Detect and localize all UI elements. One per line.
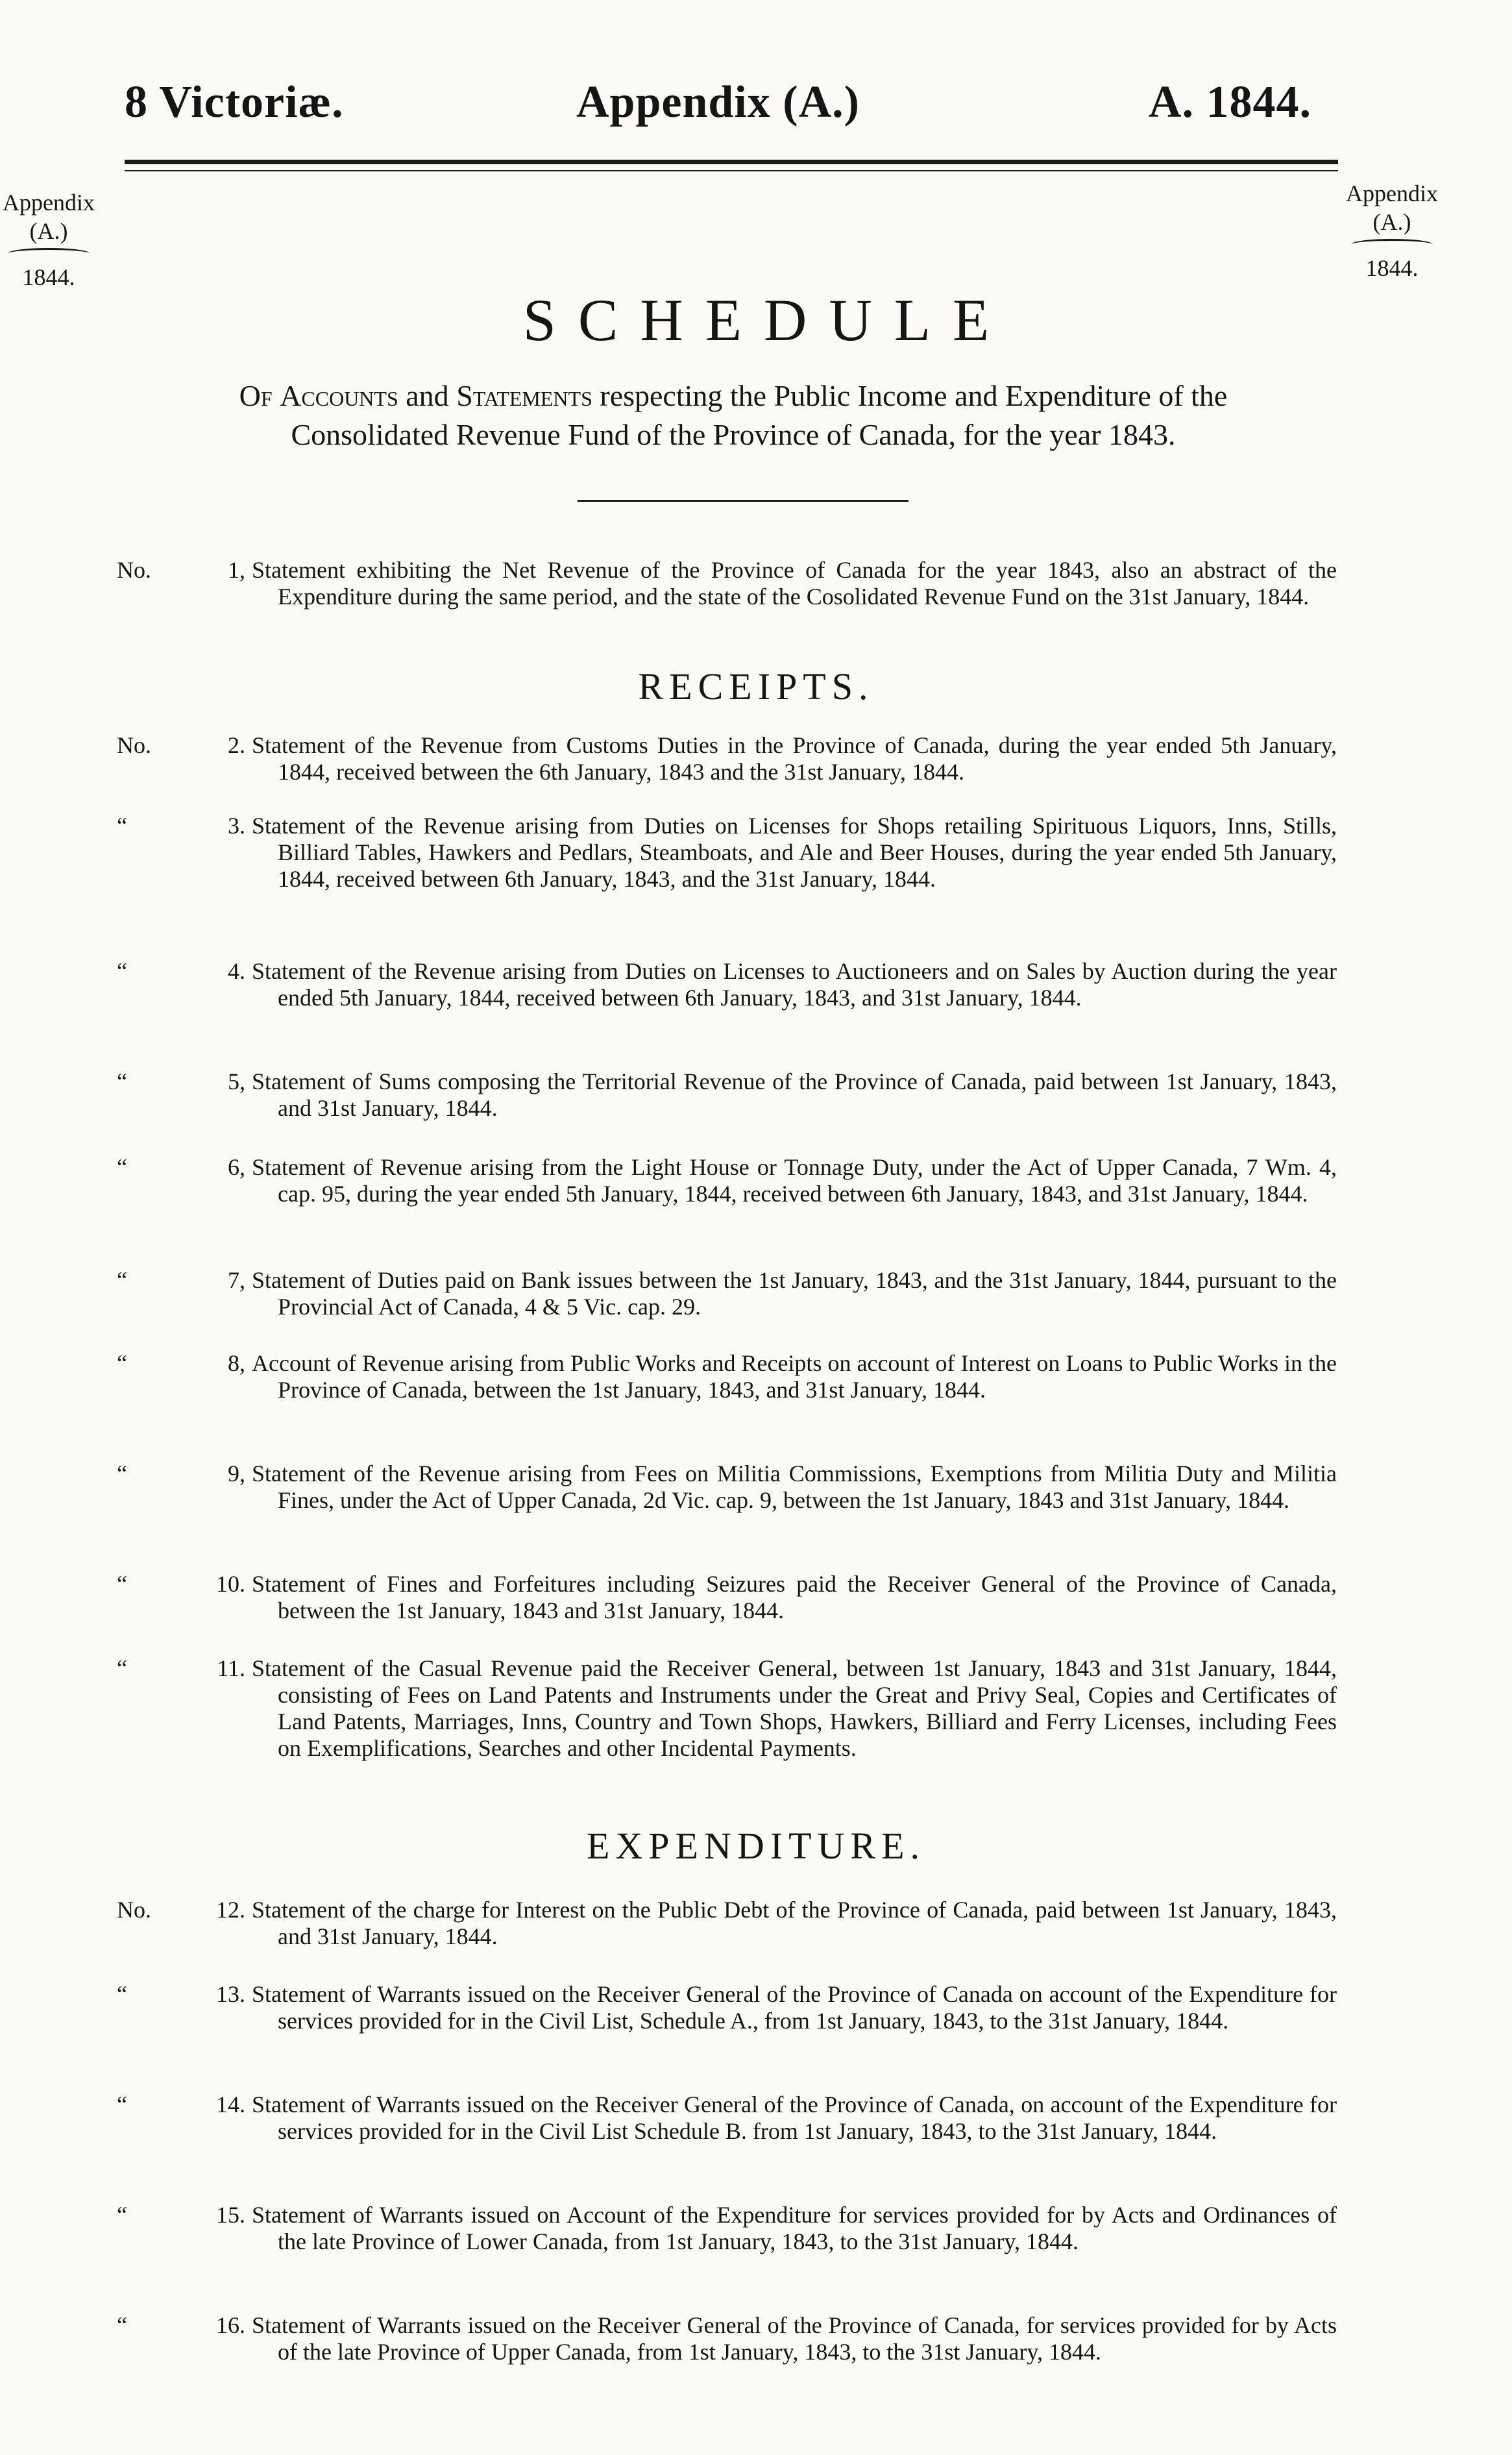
margin-note-left-year: 1844. (22, 264, 75, 290)
entry-text: Statement of the Revenue from Customs Duties in the Province of Canada, during the year ended 5th January, 1844, received between the 6th January, 1843 and the 31st January, 1844. (252, 732, 1337, 785)
title-divider (578, 500, 908, 502)
margin-note-left-line1: Appendix (3, 190, 95, 216)
entry-number: 10. (216, 1571, 245, 1597)
margin-note-left-line2: (A.) (29, 218, 68, 244)
entry-text: Statement of Warrants issued on the Receiver General of the Province of Canada, on account of the Expenditure for services provided for in the Civil List Schedule B. from 1st January, 1843, to the 31st January, 1844. (252, 2091, 1337, 2144)
running-head-center: Appendix (A.) (576, 77, 860, 127)
entry-prefix: “ (117, 2312, 127, 2338)
list-item (97, 1350, 1337, 1403)
entry-number: 11. (217, 1655, 245, 1681)
entry-number: 16. (216, 2312, 245, 2338)
margin-brace-right (1351, 239, 1433, 250)
entry-text: Statement of the Casual Revenue paid the Receiver General, between 1st January, 1843 and 31st January, 1844, consisting of Fees on Land Patents and Instruments under the Great and Privy Seal, Copies and Certificates of Land Patents, Marriages, Inns, Country and Town Shops, Hawkers, Billiard and Ferry Licenses, including Fees on Exemplifications, Searches and other Incidental Payments. (252, 1655, 1337, 1761)
entry-number: 7, (228, 1267, 245, 1293)
entry-prefix: “ (117, 1154, 127, 1180)
header-rule-thin (125, 170, 1338, 171)
subtitle-statements: Statements (456, 379, 592, 412)
running-head-right: A. 1844. (1149, 77, 1312, 127)
list-item (97, 1154, 1337, 1207)
list-item (97, 1267, 1337, 1320)
entry-number: 6, (228, 1154, 245, 1180)
list-item (97, 1571, 1337, 1624)
entry-prefix: “ (117, 1655, 127, 1681)
list-item (97, 813, 1337, 893)
entry-number: 12. (216, 1897, 245, 1923)
entry-number: 13. (216, 1981, 245, 2007)
page-subtitle (123, 376, 1343, 454)
entry-text: Statement of Revenue arising from the Light House or Tonnage Duty, under the Act of Upper Canada, 7 Wm. 4, cap. 95, during the year ended 5th January, 1844, received between 6th January, 1843, and 31st January, 1844. (252, 1154, 1337, 1207)
subtitle-and: and (406, 379, 449, 412)
entry-prefix: “ (117, 1068, 127, 1094)
list-item (97, 1897, 1337, 1950)
entry-text: Statement of Warrants issued on the Receiver General of the Province of Canada, for services provided for by Acts of the late Province of Upper Canada, from 1st January, 1843, to the 31st January, 1844. (252, 2312, 1337, 2365)
list-item (97, 557, 1337, 610)
header-rule-thick (125, 160, 1338, 164)
entry-number: 5, (228, 1068, 245, 1094)
page-title: SCHEDULE (522, 287, 1012, 353)
entry-prefix: “ (117, 2202, 127, 2228)
entry-prefix: “ (117, 1267, 127, 1293)
entry-text: Statement exhibiting the Net Revenue of the Province of Canada for the year 1843, also an abstract of the Expenditure during the same period, and the state of the Cosolidated Revenue Fund on the 31st January, 1844. (252, 557, 1337, 610)
entry-prefix: “ (117, 2091, 127, 2117)
list-item (97, 1461, 1337, 1514)
entry-text: Statement of the Revenue arising from Duties on Licenses to Auctioneers and on Sales by Auction during the year ended 5th January, 1844, received between 6th January, 1843, and 31st January, 1844. (252, 958, 1337, 1011)
entry-text: Account of Revenue arising from Public Works and Receipts on account of Interest on Loans to Public Works in the Province of Canada, between the 1st January, 1843, and 31st January, 1844. (252, 1350, 1337, 1403)
section-heading-expenditure: EXPENDITURE. (586, 1825, 925, 1867)
list-item (97, 1068, 1337, 1122)
subtitle-rest-line1: respecting the Public Income and Expenditure of the (600, 379, 1228, 412)
list-item (97, 2091, 1337, 2145)
margin-note-right-line1: Appendix (1346, 180, 1438, 206)
margin-brace-left (8, 248, 90, 259)
entry-number: 8, (228, 1350, 245, 1376)
subtitle-accounts: Accounts (280, 379, 398, 412)
entry-prefix: “ (117, 958, 127, 984)
section-heading-receipts: RECEIPTS. (638, 665, 874, 708)
entry-number: 15. (216, 2202, 245, 2228)
entry-number: 9, (228, 1461, 245, 1487)
entry-text: Statement of Duties paid on Bank issues between the 1st January, 1843, and the 31st January, 1844, pursuant to the Provincial Act of Canada, 4 & 5 Vic. cap. 29. (252, 1267, 1337, 1320)
entry-number: 14. (216, 2091, 245, 2117)
entry-text: Statement of Fines and Forfeitures including Seizures paid the Receiver General of the Province of Canada, between the 1st January, 1843 and 31st January, 1844. (252, 1571, 1337, 1623)
margin-note-left (0, 188, 97, 291)
entry-prefix: No. (117, 557, 151, 583)
list-item (97, 2202, 1337, 2255)
entry-prefix: “ (117, 1350, 127, 1376)
entry-text: Statement of the charge for Interest on the Public Debt of the Province of Canada, paid between 1st January, 1843, and 31st January, 1844. (252, 1897, 1337, 1949)
entry-number: 4. (228, 958, 245, 984)
entry-prefix: “ (117, 813, 127, 839)
subtitle-line2: Consolidated Revenue Fund of the Province of Canada, for the year 1843. (291, 418, 1176, 451)
list-item (97, 732, 1337, 785)
entry-prefix: “ (117, 1461, 127, 1487)
entry-prefix: No. (117, 732, 151, 758)
list-item (97, 1981, 1337, 2034)
running-head-left: 8 Victoriæ. (125, 77, 344, 127)
entry-text: Statement of the Revenue arising from Fees on Militia Commissions, Exemptions from Militia Duty and Militia Fines, under the Act of Upper Canada, 2d Vic. cap. 9, between the 1st January, 1843 and 31st January, 1844. (252, 1461, 1337, 1513)
entry-text: Statement of Sums composing the Territorial Revenue of the Province of Canada, paid between 1st January, 1843, and 31st January, 1844. (252, 1068, 1337, 1121)
margin-note-right-year: 1844. (1365, 255, 1419, 281)
entry-text: Statement of Warrants issued on Account of the Expenditure for services provided for by Acts and Ordinances of the late Province of Lower Canada, from 1st January, 1843, to the 31st January, 1844. (252, 2202, 1337, 2254)
list-item (97, 2312, 1337, 2365)
entry-number: 1, (228, 557, 245, 583)
entry-text: Statement of Warrants issued on the Receiver General of the Province of Canada on account of the Expenditure for services provided for in the Civil List, Schedule A., from 1st January, 1843, to the 31st January, 1844. (252, 1981, 1337, 2034)
entry-prefix: No. (117, 1897, 151, 1923)
subtitle-of: Of (239, 379, 273, 412)
list-item (97, 958, 1337, 1011)
entry-prefix: “ (117, 1981, 127, 2007)
entry-number: 2. (228, 732, 245, 758)
entry-prefix: “ (117, 1571, 127, 1597)
entry-text: Statement of the Revenue arising from Duties on Licenses for Shops retailing Spirituous Liquors, Inns, Stills, Billiard Tables, Hawkers and Pedlars, Steamboats, and Ale and Beer Houses, during the year ended 5th January, 1844, received between 6th January, 1843, and the 31st January, 1844. (252, 813, 1337, 892)
margin-note-right-line2: (A.) (1372, 209, 1411, 235)
margin-note-right (1343, 179, 1441, 282)
entry-number: 3. (228, 813, 245, 839)
list-item (97, 1655, 1337, 1762)
